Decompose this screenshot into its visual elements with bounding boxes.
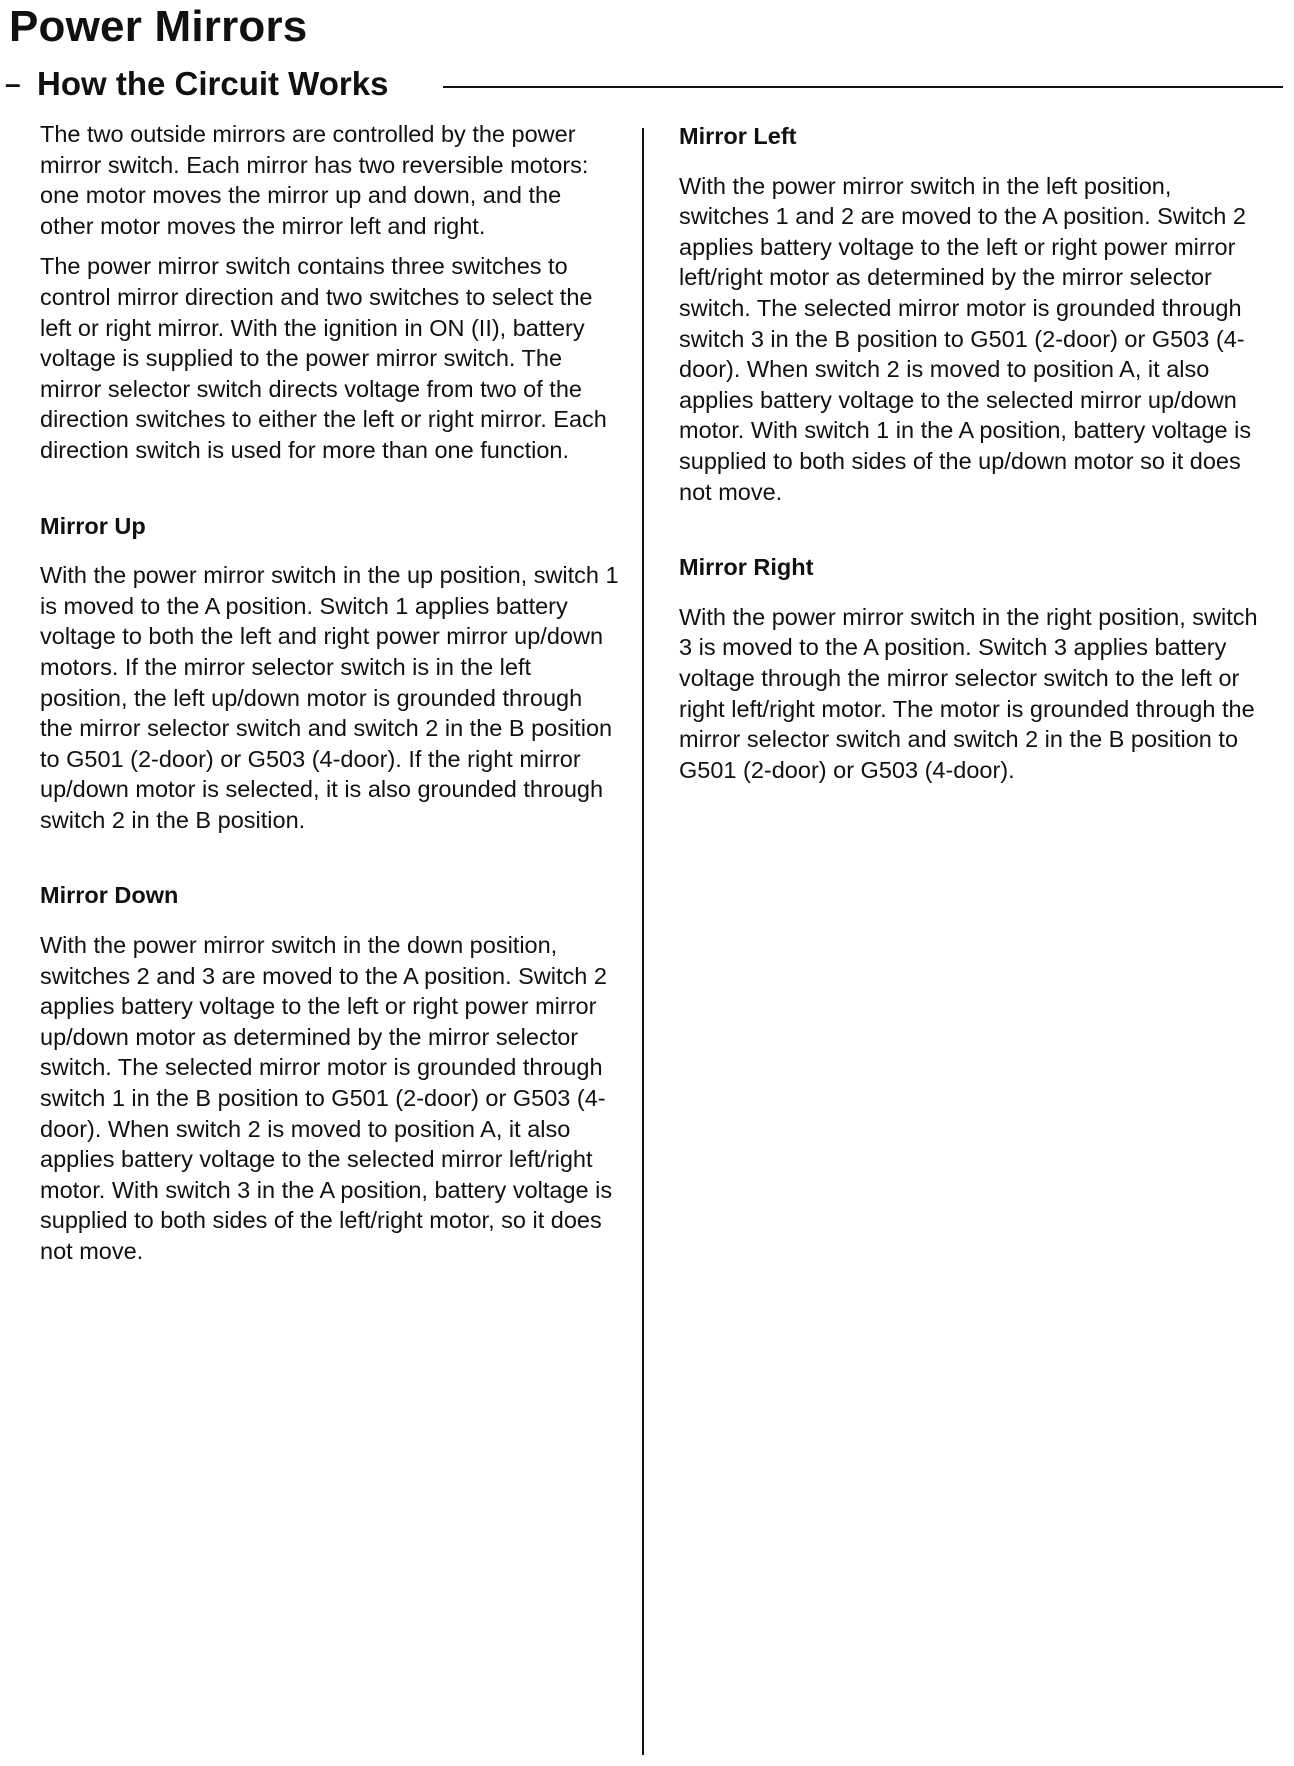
mirror-down-heading: Mirror Down (40, 882, 179, 909)
intro-paragraph-1: The two outside mirrors are controlled by the power mirror switch. Each mirror has two reversible motors: one motor moves the mirror up and down, and the other motor moves the mirror left and right. (40, 121, 589, 239)
mirror-left-body: With the power mirror switch in the left position, switches 1 and 2 are moved to the A position. Switch 2 applies battery voltage to the left or right power mirror left/right motor as determined by the mirror selector switch. The selected mirror motor is grounded through switch 3 in the B position to G501 (2-door) or G503 (4-door). When switch 2 is moved to position A, it also applies battery voltage to the selected mirror up/down motor. With switch 1 in the A position, battery voltage is supplied to both sides of the up/down motor so it does not move. (679, 172, 1252, 505)
mirror-left-heading: Mirror Left (679, 123, 797, 149)
intro-paragraph-2: The power mirror switch contains three switches to control mirror direction and two switches to select the left or right mirror. With the ignition in ON (II), battery voltage is supplied to the power mirror switch. The mirror selector switch directs voltage from two of the direction switches to either the left or right mirror. Each direction switch is used for more than one function. (40, 253, 607, 463)
right-column (679, 119, 1265, 785)
section-title: How the Circuit Works (37, 65, 389, 102)
section-rule (443, 86, 1283, 88)
left-column (40, 119, 620, 1267)
mirror-right-body: With the power mirror switch in the right position, switch 3 is moved to the A position. Switch 3 applies battery voltage through the mirror selector switch to the left or right left/right motor. The motor is grounded through the mirror selector switch and switch 2 in the B position to G501 (2-door) or G503 (4-door). (679, 603, 1258, 783)
page-title: Power Mirrors (9, 2, 308, 51)
column-divider (642, 128, 644, 1755)
section-header (5, 62, 1283, 106)
section-dash: – (5, 68, 21, 99)
mirror-right-heading: Mirror Right (679, 554, 814, 581)
mirror-up-body: With the power mirror switch in the up position, switch 1 is moved to the A position. Switch 1 applies battery voltage to both the left and right power mirror up/down motors. If the mirror selector switch is in the left position, the left up/down motor is grounded through the mirror selector switch and switch 2 in the B position to G501 (2-door) or G503 (4-door). If the right mirror up/down motor is selected, it is also grounded through switch 2 in the B position. (40, 562, 619, 833)
mirror-up-heading: Mirror Up (40, 512, 146, 539)
mirror-down-body: With the power mirror switch in the down position, switches 2 and 3 are moved to the A position. Switch 2 applies battery voltage to the left or right power mirror up/down motor as determined by the mirror selector switch. The selected mirror motor is grounded through switch 1 in the B position to G501 (2-door) or G503 (4-door). When switch 2 is moved to position A, it also applies battery voltage to the selected mirror left/right motor. With switch 3 in the A position, battery voltage is supplied to both sides of the left/right motor, so it does not move. (40, 932, 613, 1264)
